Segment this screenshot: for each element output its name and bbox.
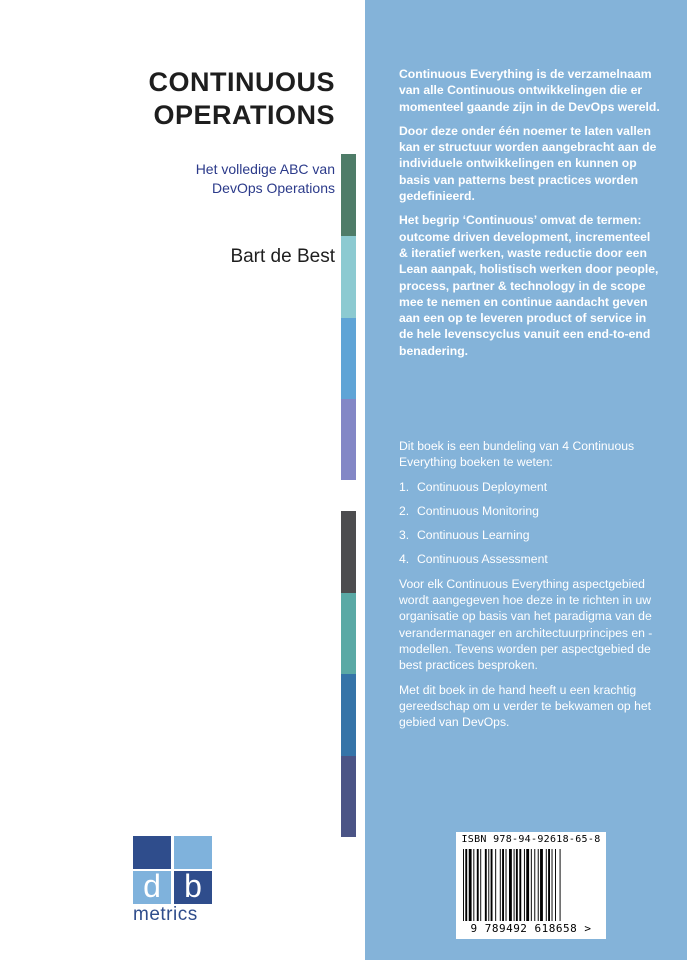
barcode-bar [526, 849, 529, 921]
barcode-bar [540, 849, 543, 921]
logo-square [133, 836, 171, 869]
list-item: 4. Continuous Assessment [399, 552, 548, 567]
book-list [399, 479, 661, 568]
barcode-bar [465, 849, 467, 921]
aspect-paragraph: Voor elk Continuous Everything aspectgebied wordt aangegeven hoe deze in te richten in uw organisatie op basis van het paradigma van de verandermanager en architectuurprincipes en -modellen. Tevens worden per aspectgebied de best practices besproken. [399, 576, 653, 673]
ean-number: 9 789492 618658 > [470, 922, 592, 935]
barcode-bars [462, 849, 602, 921]
barcode-bar [509, 849, 512, 921]
barcode-bar [519, 849, 521, 921]
barcode-bar [500, 849, 501, 921]
barcode-bar [560, 849, 561, 921]
dbmetrics-logo [133, 836, 213, 926]
list-item: 2. Continuous Monitoring [399, 503, 539, 518]
barcode-bar [480, 849, 481, 921]
logo-grid [133, 836, 213, 904]
logo-square [174, 836, 212, 869]
barcode-bar [491, 849, 493, 921]
stripe-5 [341, 511, 356, 593]
barcode-bar [546, 849, 547, 921]
title-line-1: CONTINUOUS [148, 67, 335, 97]
book-title [15, 66, 335, 132]
author-name: Bart de Best [230, 246, 335, 267]
list-item: 1. Continuous Deployment [399, 479, 548, 494]
barcode-bar [463, 849, 464, 921]
isbn-barcode [456, 832, 606, 939]
barcode-bar [531, 849, 532, 921]
barcode-bar [555, 849, 556, 921]
barcode-bar [495, 849, 496, 921]
blurb-paragraph-2: Door deze onder één noemer te laten vallen kan er structuur worden aangebracht aan de individuele ontwikkelingen en kunnen op basis van patterns best practices worden gedefinieerd. [399, 123, 657, 204]
stripe-3 [341, 318, 356, 399]
barcode-bar [506, 849, 507, 921]
barcode-bar [473, 849, 474, 921]
barcode-bar [488, 849, 489, 921]
barcode-bar [477, 849, 479, 921]
barcode-bar [516, 849, 518, 921]
stripe-6 [341, 593, 356, 674]
stripe-7 [341, 674, 356, 756]
stripe-1 [341, 154, 356, 236]
logo-wordmark: metrics [133, 904, 198, 925]
blurb-paragraph-3: Het begrip ‘Continuous’ omvat de termen: outcome driven development, incrementeel & iteratief werken, waste reductie door een Lean aanpak, holistisch werken door people, process, partner & technology in de scope mee te nemen en continue aandacht geven aan een op te leveren product of service in de hele levenscyclus vanuit een end-to-end benadering. [399, 213, 659, 358]
barcode-bar [514, 849, 515, 921]
isbn-text: ISBN 978-94-92618-65-8 [461, 834, 601, 845]
barcode-bar [552, 849, 553, 921]
closing-paragraph: Met dit boek in de hand heeft u een krachtig gereedschap om u verder te bekwamen op het gebied van DevOps. [399, 682, 652, 730]
barcode-bar [469, 849, 472, 921]
stripe-gap [341, 480, 356, 511]
list-item: 3. Continuous Learning [399, 528, 530, 543]
logo-letter-b: b [184, 868, 202, 904]
back-cover-details [399, 438, 661, 738]
barcode-bar [534, 849, 535, 921]
book-subtitle [75, 160, 335, 198]
subtitle-line-2: DevOps Operations [212, 180, 335, 196]
blurb-paragraph-1: Continuous Everything is de verzamelnaam van alle Continuous ontwikkelingen die er momenteel gaande zijn in de DevOps wereld. [399, 67, 660, 114]
barcode-bar [502, 849, 504, 921]
barcode-bar [485, 849, 487, 921]
title-line-2: OPERATIONS [153, 100, 335, 130]
barcode-bar [538, 849, 539, 921]
intro-paragraph: Dit boek is een bundeling van 4 Continuous Everything boeken te weten: [399, 439, 635, 470]
barcode-bar [548, 849, 550, 921]
stripe-8 [341, 756, 356, 837]
barcode-bar [524, 849, 525, 921]
back-cover-text [399, 66, 661, 367]
subtitle-line-1: Het volledige ABC van [195, 161, 335, 177]
stripe-4 [341, 399, 356, 480]
logo-letter-d: d [143, 868, 161, 904]
stripe-2 [341, 236, 356, 318]
